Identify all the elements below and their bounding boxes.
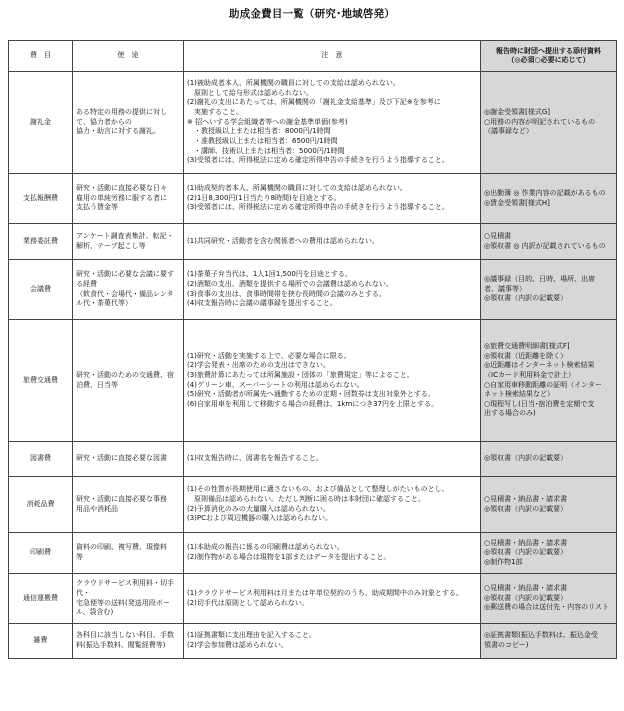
usage-cell-line: ル、袋含む) bbox=[76, 608, 114, 617]
usage-cell-line: 研究・活動に直接必要な日々 bbox=[76, 184, 167, 193]
usage-cell bbox=[73, 624, 184, 659]
attachment-cell-line: ○自家用車移動距離の証明（インター bbox=[484, 380, 602, 389]
attachment-cell-line: ○用務の内容が明記されているもの bbox=[484, 117, 596, 126]
attachment-cell-line: ◎領収書（近距離を除く） bbox=[484, 351, 568, 360]
attachment-cell-line: ◎旅費交通費明細書[様式F] bbox=[484, 341, 570, 350]
attachment-cell bbox=[481, 260, 617, 320]
attachment-cell-line: 者、議事等） bbox=[484, 284, 526, 293]
usage-cell-line: アンケート調査表集計、転記・ bbox=[76, 231, 174, 240]
attachment-cell-line: （議事録など） bbox=[484, 127, 533, 136]
page-title: 助成金費目一覧（研究･地域啓発） bbox=[229, 8, 395, 20]
table-row bbox=[9, 477, 617, 533]
usage-cell-line: （飲食代・会場代・備品レンタ bbox=[76, 289, 174, 298]
usage-cell-line: 協力・助言に対する謝礼。 bbox=[76, 127, 160, 136]
expense-item: 謝礼金 bbox=[9, 72, 73, 174]
note-cell-line: (3)受領者には、所得税法に定める確定所得申告の手続きを行うよう指導すること。 bbox=[187, 156, 449, 165]
note-cell-line: (3)旅費計算にあたっては所属施設・団体の「旅費規定」等によること。 bbox=[187, 370, 414, 379]
note-cell-line: (3)食事の支出は、食事時間帯を挟む長時間の会議のみとする。 bbox=[187, 289, 386, 298]
note-cell-line: (1)クラウドサービス利用料は月または年単位契約のうち、助成期間中のみ対象とする。 bbox=[187, 588, 463, 597]
usage-cell-line: 用品や消耗品 bbox=[76, 504, 118, 513]
note-cell-line: (2)予算消化のみの大量購入は認められない。 bbox=[187, 504, 330, 513]
table-row bbox=[9, 624, 617, 659]
note-cell bbox=[184, 174, 481, 224]
header-attachments bbox=[481, 41, 617, 72]
attachment-cell bbox=[481, 224, 617, 260]
usage-cell-line: クラウドサービス利用料・切手代・ bbox=[76, 579, 174, 597]
attachment-cell-line: ◎近距離はインターネット検索結果 bbox=[484, 361, 595, 370]
usage-cell-line: ル代・茶菓代等） bbox=[76, 299, 132, 308]
note-cell-line: ※ 招へいする学会組織者等への謝金基準単価(参考) bbox=[187, 117, 348, 126]
note-cell-line: (1)その性質が長期使用に適さないもの、および備品として整理しがたいものとし、 bbox=[187, 485, 449, 494]
note-cell-line: (1)収支報告時に、図書名を報告すること。 bbox=[187, 454, 323, 463]
usage-cell-line: 各科目に該当しない科目、手数 bbox=[76, 631, 174, 640]
attachment-cell-line: ◎領収書（内訳の記載要） bbox=[484, 454, 568, 463]
attachment-cell-line: ◎制作物1部 bbox=[484, 557, 523, 566]
usage-cell bbox=[73, 72, 184, 174]
usage-cell bbox=[73, 442, 184, 477]
expense-item: 業務委託費 bbox=[9, 224, 73, 260]
header-row bbox=[9, 41, 617, 72]
table-row bbox=[9, 533, 617, 574]
usage-cell-line: る経費 bbox=[76, 279, 97, 288]
note-cell-line: (5)研究・活動者が所属先へ通勤するための定期・回数券は支出対象外とする。 bbox=[187, 390, 435, 399]
table-row bbox=[9, 224, 617, 260]
note-cell-line: (1)研究・活動を実施する上で、必要な場合に限る。 bbox=[187, 351, 351, 360]
attachment-cell-line: ◎議事録（目的、日時、場所、出席 bbox=[484, 275, 596, 284]
note-cell-line: (2)切手代は原則として認められない。 bbox=[187, 598, 309, 607]
header-attachments-legend: （◎必須○必要に応じて） bbox=[507, 56, 590, 64]
table-row bbox=[9, 174, 617, 224]
attachment-cell-line: ○見積書・納品書・請求書 bbox=[484, 538, 568, 547]
attachment-cell bbox=[481, 574, 617, 624]
note-cell bbox=[184, 260, 481, 320]
note-cell-line: ・准教授級以上または相当者：6500円/1時間 bbox=[187, 136, 338, 145]
attachment-cell-line: ◎証拠書類(振込手数料は、振込金受 bbox=[484, 631, 598, 640]
expense-table bbox=[8, 40, 617, 659]
note-cell-line: (3)受領者には、所得税法に定める確定所得申告の手続きを行うよう指導すること。 bbox=[187, 203, 449, 212]
attachment-cell bbox=[481, 320, 617, 442]
attachment-cell bbox=[481, 624, 617, 659]
usage-cell-line: 研究・活動のための交通費、宿 bbox=[76, 370, 174, 379]
note-cell-line: (1)茶菓子弁当代は、1人1回1,500円を目途とする。 bbox=[187, 270, 352, 279]
usage-cell bbox=[73, 174, 184, 224]
usage-cell bbox=[73, 320, 184, 442]
attachment-cell-line: ネット検索結果など） bbox=[484, 390, 554, 399]
usage-cell bbox=[73, 224, 184, 260]
usage-cell bbox=[73, 477, 184, 533]
note-cell-line: ・教授級以上または相当者：8000円/1時間 bbox=[187, 127, 331, 136]
attachment-cell bbox=[481, 533, 617, 574]
note-cell-line: (3)PCおよび周辺機器の購入は認められない。 bbox=[187, 514, 333, 523]
table-row bbox=[9, 72, 617, 174]
usage-cell-line: 泊費、日当等 bbox=[76, 380, 118, 389]
attachment-cell-line: ◎領収書（内訳の記載要） bbox=[484, 504, 568, 513]
usage-cell-line: 解析、テープ起こし等 bbox=[76, 241, 146, 250]
usage-cell-line: 研究・活動に必要な会議に要す bbox=[76, 270, 174, 279]
expense-item: 支払報酬費 bbox=[9, 174, 73, 224]
usage-cell bbox=[73, 260, 184, 320]
note-cell-line: (4)収支報告時に会議の議事録を提出すること。 bbox=[187, 299, 337, 308]
note-cell-line: (1)被助成者本人、所属機関の職員に対しての支給は認められない。 bbox=[187, 79, 400, 88]
expense-item: 雑費 bbox=[9, 624, 73, 659]
note-cell-line: 実施すること。 bbox=[187, 108, 243, 117]
table-row bbox=[9, 320, 617, 442]
usage-cell-line: 支払う賃金等 bbox=[76, 203, 118, 212]
attachment-cell-line: ◎郵送費の場合は送付先・内容のリスト bbox=[484, 603, 609, 612]
expense-item: 会議費 bbox=[9, 260, 73, 320]
usage-cell-line: 料(振込手数料、閲覧経費等) bbox=[76, 641, 166, 649]
attachment-cell-line: ○見積書・納品書・請求書 bbox=[484, 494, 568, 503]
header-item: 費 目 bbox=[9, 41, 73, 72]
note-cell-line: (2)謝礼の支出にあたっては、所属機関の「謝礼金支給基準」及び下記※を参考に bbox=[187, 98, 441, 107]
attachment-cell bbox=[481, 174, 617, 224]
note-cell bbox=[184, 477, 481, 533]
note-cell-line: (2)制作物がある場合は現物を1部またはデータを提出すること。 bbox=[187, 553, 391, 561]
attachment-cell-line: ◎謝金受領書[様式G] bbox=[484, 108, 550, 117]
note-cell bbox=[184, 533, 481, 574]
note-cell-line: ・講師、技術以上または相当者：5000円/1時間 bbox=[187, 146, 345, 155]
note-cell-line: (1)証拠書類に支出理由を記入すること。 bbox=[187, 631, 316, 640]
table-row bbox=[9, 260, 617, 320]
attachment-cell-line: 出する場合のみ) bbox=[484, 409, 536, 418]
usage-cell bbox=[73, 574, 184, 624]
note-cell-line: (1)共同研究・活動者を含む関係者への費用は認められない。 bbox=[187, 236, 379, 245]
expense-item: 通信運搬費 bbox=[9, 574, 73, 624]
attachment-cell-line: ○見積書 bbox=[484, 231, 512, 240]
usage-cell-line: 資料の印刷、複写費、現像料 bbox=[76, 543, 167, 552]
note-cell-line: (1)本助成の報告に係るの印刷費は認められない。 bbox=[187, 543, 344, 552]
usage-cell-line: て、協力者からの bbox=[76, 117, 132, 126]
note-cell bbox=[184, 320, 481, 442]
expense-item: 印刷費 bbox=[9, 533, 73, 574]
attachment-cell-line: ○見積書・納品書・請求書 bbox=[484, 584, 568, 593]
note-cell bbox=[184, 624, 481, 659]
header-attachments-title: 報告時に財団へ提出する添付資料 bbox=[496, 46, 601, 55]
expense-item: 図書費 bbox=[9, 442, 73, 477]
note-cell-line: (2)学会発表・出席のための支出はできない。 bbox=[187, 361, 330, 370]
attachment-cell-line: （ICカード利用料金で計上） bbox=[484, 370, 575, 379]
attachment-cell bbox=[481, 72, 617, 174]
table-row bbox=[9, 574, 617, 624]
note-cell-line: (2)酒類の支出、酒類を提供する場所での会議費は認められない。 bbox=[187, 279, 393, 288]
expense-item: 旅費交通費 bbox=[9, 320, 73, 442]
note-cell bbox=[184, 574, 481, 624]
attachment-cell-line: 領書のコピー) bbox=[484, 641, 529, 649]
usage-cell-line: 等 bbox=[76, 553, 83, 561]
attachment-cell-line: ○現程写し(日当･宿泊費を定額で支 bbox=[484, 399, 595, 408]
note-cell-line: (1)助成契約者本人、所属機関の職員に対しての支給は認められない。 bbox=[187, 184, 407, 193]
note-cell-line: (2)学会参加費は認められない。 bbox=[187, 641, 288, 649]
usage-cell bbox=[73, 533, 184, 574]
note-cell-line: 原則備品は認められない。ただし判断に困る時は本財団に確認すること。 bbox=[187, 494, 425, 503]
table-row bbox=[9, 442, 617, 477]
note-cell-line: (4)グリーン車、スーパーシートの利用は認められない。 bbox=[187, 380, 364, 389]
attachment-cell bbox=[481, 442, 617, 477]
note-cell-line: 原則として給与形式は認められない。 bbox=[187, 88, 313, 97]
usage-cell-line: 雇用の単純労務に服する者に bbox=[76, 193, 167, 202]
note-cell-line: (2)1日8,300円(1日当たり8時間)を目途とする。 bbox=[187, 193, 341, 202]
usage-cell-line: 宅急便等の送料(発送用段ボー bbox=[76, 598, 170, 607]
attachment-cell-line: ◎領収書（内訳の記載要） bbox=[484, 294, 568, 303]
expense-item: 消耗品費 bbox=[9, 477, 73, 533]
note-cell bbox=[184, 224, 481, 260]
usage-cell-line: ある特定の用務の提供に対し bbox=[76, 108, 167, 117]
note-cell-line: (6)自家用車を利用して移動する場合の経費は、1kmにつき37円を上限とする。 bbox=[187, 399, 439, 408]
usage-cell-line: 研究・活動に直接必要な事務 bbox=[76, 494, 167, 503]
usage-cell-line: 研究・活動に直接必要な図書 bbox=[76, 454, 167, 463]
note-cell bbox=[184, 442, 481, 477]
attachment-cell-line: ◎領収書（内訳の記載要） bbox=[484, 593, 568, 602]
attachment-cell-line: ◎出勤簿 ◎ 作業内容の記載があるもの bbox=[484, 188, 606, 197]
attachment-cell-line: ◎領収書（内訳の記載要） bbox=[484, 548, 568, 557]
note-cell bbox=[184, 72, 481, 174]
header-note: 注 意 bbox=[184, 41, 481, 72]
attachment-cell bbox=[481, 477, 617, 533]
header-use: 使 途 bbox=[73, 41, 184, 72]
attachment-cell-line: ◎賃金受領書[様式H] bbox=[484, 198, 550, 207]
attachment-cell-line: ◎領収書 ◎ 内訳が記載されているもの bbox=[484, 241, 606, 250]
